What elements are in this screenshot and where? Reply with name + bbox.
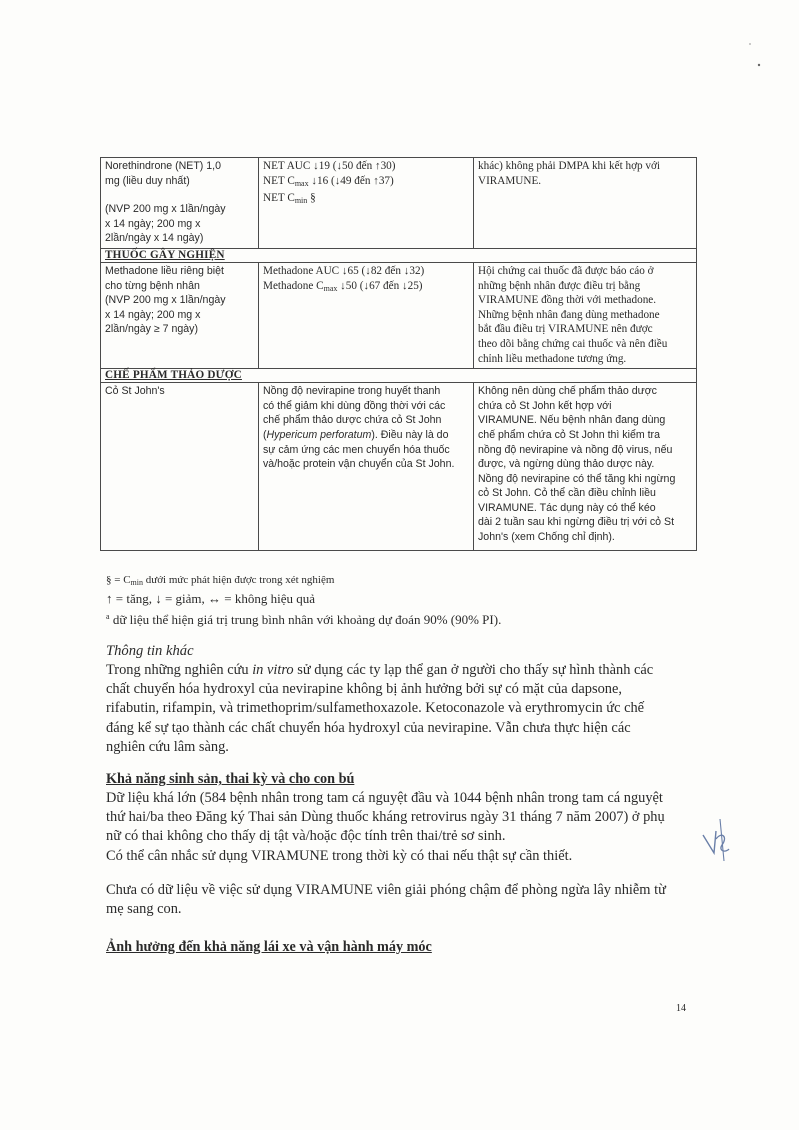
cell-line: Những bệnh nhân đang dùng methadone xyxy=(478,308,660,321)
corner-mark-icon xyxy=(748,40,764,70)
footnote-cmin: § = $C_{min}$ dưới mức phát hiện được trong xét nghiệm xyxy=(106,574,335,587)
table-row-stjohn xyxy=(101,383,697,551)
net-auc-line: NET AUC ↓19 (↓50 đến ↑30) xyxy=(263,160,396,172)
drug-cell xyxy=(101,262,259,368)
effect-cell xyxy=(259,262,474,368)
drug-cell xyxy=(101,158,259,249)
cell-line: x 14 ngày; 200 mg x xyxy=(105,308,201,321)
cell-line: John's (xem Chống chỉ định). xyxy=(478,531,615,544)
cell-line: Không nên dùng chế phẩm thảo dược xyxy=(478,385,657,398)
cell-line: mg (liều duy nhất) xyxy=(105,174,190,187)
cell-line: dài 2 tuần sau khi ngừng điều trị với cỏ St xyxy=(478,516,675,529)
fertility-section xyxy=(106,770,706,866)
cell-line: cho từng bệnh nhân xyxy=(105,279,200,292)
cell-line: chế phẩm chứa cỏ St John thì kiểm tra xyxy=(478,428,660,441)
cell-line: VIRAMUNE đồng thời với methadone. xyxy=(478,294,657,307)
cell-line: VIRAMUNE. Nếu bệnh nhân đang dùng xyxy=(478,414,666,427)
net-cmax-line: NET $C_{max}$ ↓16 (↓49 đến ↑37) xyxy=(263,174,394,188)
section-heading: THUỐC GÂY NGHIỆN xyxy=(101,248,697,262)
section-row-herbal xyxy=(101,369,697,383)
cell-line: và/hoặc protein vận chuyển của St John. xyxy=(263,458,455,471)
recommendation-cell xyxy=(474,383,697,551)
cell-line: Hội chứng cai thuốc đã được báo cáo ở xyxy=(478,264,654,277)
drug-interaction-table xyxy=(100,157,697,551)
effect-cell xyxy=(259,158,474,249)
cell-line: khác) không phải DMPA khi kết hợp với xyxy=(478,160,661,172)
methadone-auc-line: Methadone AUC ↓65 (↓82 đến ↓32) xyxy=(263,264,425,277)
cell-line: (Hypericum perforatum). Điều này là do xyxy=(263,428,449,441)
cell-line: theo dõi bằng chứng cai thuốc và nên điều xyxy=(478,337,668,350)
cell-line: sự cảm ứng các men chuyển hóa thuốc xyxy=(263,443,450,456)
cell-line: VIRAMUNE. xyxy=(478,174,542,187)
other-info-line: chất chuyển hóa hydroxyl của nevirapine không bị ảnh hưởng bởi sự có mặt của dapsone, xyxy=(106,681,622,698)
cell-line: x 14 ngày; 200 mg x xyxy=(105,217,201,230)
fertility-line: mẹ sang con. xyxy=(106,901,182,918)
cell-line: cỏ St John. Cỏ thể cần điều chỉnh liều xyxy=(478,487,656,500)
fertility-line: Có thể cân nhắc sử dụng VIRAMUNE trong thời kỳ có thai nếu thật sự cần thiết. xyxy=(106,847,573,864)
net-cmin-line: NET $C_{min}$ § xyxy=(263,192,316,206)
fertility-line: nữ có thai không cho thấy dị tật và/hoặc độc tính trên thai/trẻ sơ sinh. xyxy=(106,828,506,845)
cell-line: Methadone liều riêng biệt xyxy=(105,264,224,277)
other-info-line: Trong những nghiên cứu in vitro sử dụng các ty lạp thể gan ở người cho thấy sự hình thành các xyxy=(106,662,654,678)
cell-line: chỉnh liều methadone tương ứng. xyxy=(478,352,627,365)
cell-line: nồng độ nevirapine và nồng độ virus, nếu xyxy=(478,443,673,456)
drug-cell xyxy=(101,383,259,551)
footnote-arrows: ↑ = tăng, ↓ = giảm, ↔ = không hiệu quả xyxy=(106,591,316,606)
table-row-methadone xyxy=(101,262,697,368)
footnote-geomean: $^a$ dữ liệu thể hiện giá trị trung bình nhân với khoảng dự đoán 90% (90% PI). xyxy=(106,612,502,627)
recommendation-cell xyxy=(474,158,697,249)
page-number: 14 xyxy=(676,1003,686,1014)
other-info-line: đáng kể sự tạo thành các chất chuyển hóa hydroxyl của nevirapine. Vẫn chưa thực hiện các xyxy=(106,719,631,736)
cell-line: (NVP 200 mg x 1lần/ngày xyxy=(105,203,226,216)
effect-cell xyxy=(259,383,474,551)
other-info-section xyxy=(106,642,706,757)
cell-line: 2lần/ngày ≥ 7 ngày) xyxy=(105,323,198,336)
other-info-heading: Thông tin khác xyxy=(106,643,194,659)
recommendation-cell xyxy=(474,262,697,368)
other-info-line: nghiên cứu lâm sàng. xyxy=(106,738,229,755)
fertility-paragraph-2 xyxy=(106,881,706,919)
cell-line: Cỏ St John's xyxy=(105,385,165,398)
cell-line: Nồng độ nevirapine có thể tăng khi ngừng xyxy=(478,472,676,485)
table-row-norethindrone xyxy=(101,158,697,249)
methadone-cmax-line: Methadone $C_{max}$ ↓50 (↓67 đến ↓25) xyxy=(263,279,423,293)
section-row-addictive xyxy=(101,248,697,262)
cell-line: (NVP 200 mg x 1lần/ngày xyxy=(105,294,226,307)
cell-line: có thể giảm khi dùng đồng thời với các xyxy=(263,399,446,412)
other-info-line: rifabutin, rifampin, và trimethoprim/sulfamethoxazole. Ketoconazole và erythromycin ức chế xyxy=(106,700,645,717)
cell-line: Norethindrone (NET) 1,0 xyxy=(105,160,221,172)
cell-line: Nồng độ nevirapine trong huyết thanh xyxy=(263,385,441,398)
cell-line: chứa cỏ St John kết hợp với xyxy=(478,399,612,412)
cell-line: những bệnh nhân được điều trị bằng xyxy=(478,279,641,292)
cell-line: 2lần/ngày x 14 ngày) xyxy=(105,232,204,245)
cell-line: chế phẩm thảo dược chứa cỏ St John xyxy=(263,414,442,427)
section-heading: CHẾ PHẨM THẢO DƯỢC xyxy=(101,369,697,383)
fertility-heading: Khả năng sinh sản, thai kỳ và cho con bú xyxy=(106,771,355,787)
table-footnotes xyxy=(106,573,706,629)
driving-section xyxy=(106,938,706,957)
driving-heading: Ảnh hưởng đến khả năng lái xe và vận hành máy móc xyxy=(106,939,432,955)
cell-line: được, và ngừng dùng thảo dược này. xyxy=(478,458,655,471)
fertility-line: Dữ liệu khá lớn (584 bệnh nhân trong tam cá nguyệt đầu và 1044 bệnh nhân trong tam cá nguyệt xyxy=(106,790,663,806)
cell-line: bắt đầu điều trị VIRAMUNE nên được xyxy=(478,323,653,336)
fertility-line: Chưa có dữ liệu về việc sử dụng VIRAMUNE viên giải phóng chậm để phòng ngừa lây nhiễm từ xyxy=(106,882,666,898)
fertility-line: thứ hai/ba theo Đăng ký Thai sản Dùng thuốc kháng retrovirus ngày 31 tháng 7 năm 2007) ở phụ xyxy=(106,809,665,826)
cell-line: VIRAMUNE. Tác dụng này có thể kéo xyxy=(478,501,656,514)
handwritten-initial-icon xyxy=(700,815,732,863)
